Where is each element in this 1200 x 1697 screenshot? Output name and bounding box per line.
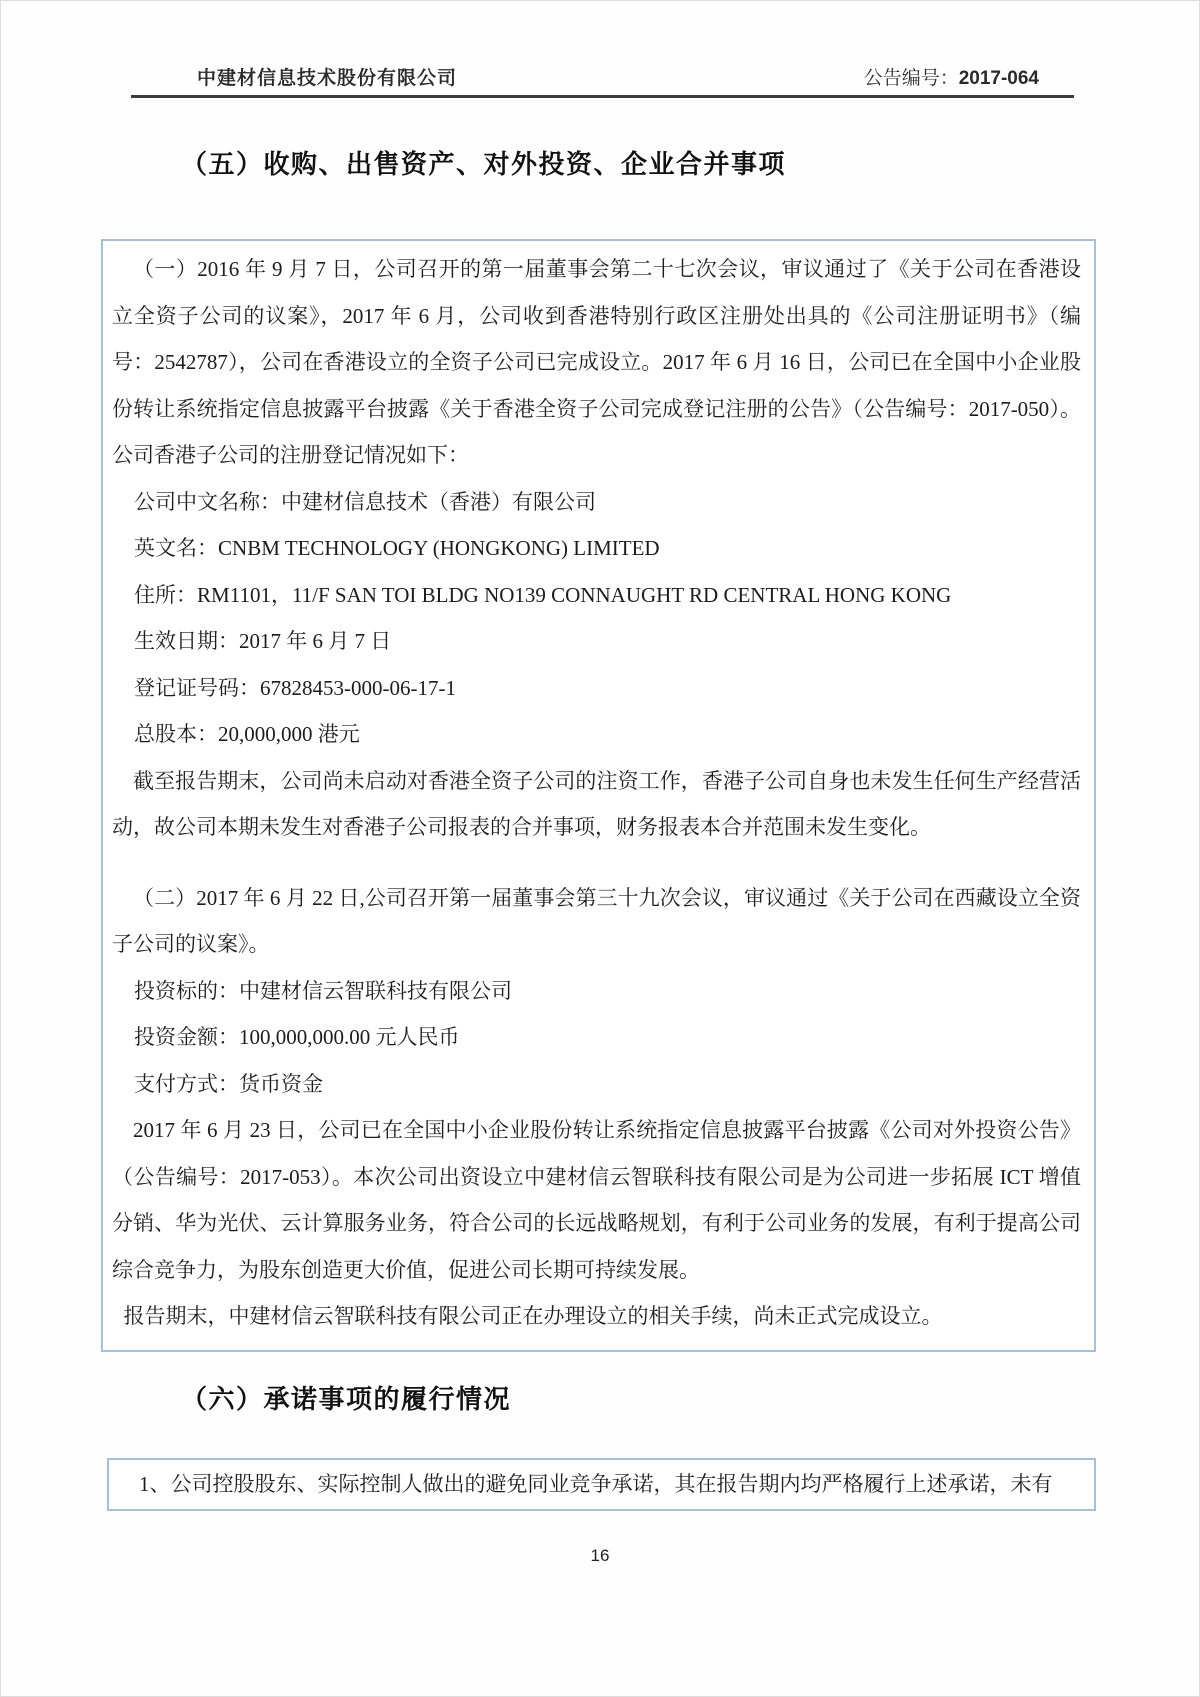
header-divider-rule (131, 95, 1074, 98)
section-five-title: （五）收购、出售资产、对外投资、企业合并事项 (181, 149, 787, 179)
paragraph: 投资标的：中建材信云智联科技有限公司 (134, 978, 513, 1003)
paragraph: 公司中文名称：中建材信息技术（香港）有限公司 (134, 489, 597, 514)
paragraph: 住所：RM1101，11/F SAN TOI BLDG NO139 CONNAUGHT RD CENTRAL HONG KONG (134, 582, 952, 607)
paragraph: （二）2017 年 6 月 22 日,公司召开第一届董事会第三十九次会议，审议通过《关于公司在西藏设立全资子公司的议案》。 (112, 885, 1081, 956)
paragraph: 1、公司控股股东、实际控制人做出的避免同业竞争承诺，其在报告期内均严格履行上述承诺，未有 (139, 1472, 1053, 1496)
paragraph: 报告期末，中建材信云智联科技有限公司正在办理设立的相关手续，尚未正式完成设立。 (123, 1304, 943, 1328)
paragraph: 支付方式：货币资金 (134, 1071, 324, 1096)
section-six-content-box (107, 1458, 1096, 1511)
page-number: 16 (590, 1546, 610, 1565)
paragraph: 生效日期：2017 年 6 月 7 日 (134, 629, 392, 653)
notice-number-value: 2017-064 (958, 68, 1039, 89)
paragraph: 总股本：20,000,000 港元 (134, 722, 360, 746)
section-five-content-box (101, 239, 1096, 1352)
paragraph: 投资金额：100,000,000.00 元人民币 (134, 1025, 460, 1049)
section-six-title: （六）承诺事项的履行情况 (181, 1384, 512, 1414)
paragraph: 英文名：CNBM TECHNOLOGY (HONGKONG) LIMITED (134, 536, 660, 560)
header-notice-number (864, 63, 1039, 90)
paragraph: （一）2016 年 9 月 7 日，公司召开的第一届董事会第二十七次会议，审议通过了《关于公司在香港设立全资子公司的议案》，2017 年 6 月，公司收到香港特别行政区注册处出具的《公司注册证明书》（编号：2542787），公司在香港设立的全资子公司已完成设立。2017 年 6 月 16 日，公司已在全国中小企业股份转让系统指定信息披露平台披露《关于香港全资子公司完成登记注册的公告》（公告编号：2017-050）。公司香港子公司的注册登记情况如下： (112, 257, 1081, 467)
paragraph: 2017 年 6 月 23 日，公司已在全国中小企业股份转让系统指定信息披露平台披露《公司对外投资公告》（公告编号：2017-053）。本次公司出资设立中建材信云智联科技有限公司是为公司进一步拓展 ICT 增值分销、华为光伏、云计算服务业务，符合公司的长远战略规划，有利于公司业务的发展，有利于提高公司综合竞争力，为股东创造更大价值，促进公司长期可持续发展。 (112, 1118, 1081, 1282)
header-company-name: 中建材信息技术股份有限公司 (197, 68, 458, 89)
paragraph: 登记证号码：67828453-000-06-17-1 (134, 675, 457, 700)
notice-label: 公告编号： (863, 68, 959, 89)
paragraph: 截至报告期末，公司尚未启动对香港全资子公司的注资工作，香港子公司自身也未发生任何生产经营活动，故公司本期未发生对香港子公司报表的合并事项，财务报表本合并范围未发生变化。 (112, 768, 1081, 839)
